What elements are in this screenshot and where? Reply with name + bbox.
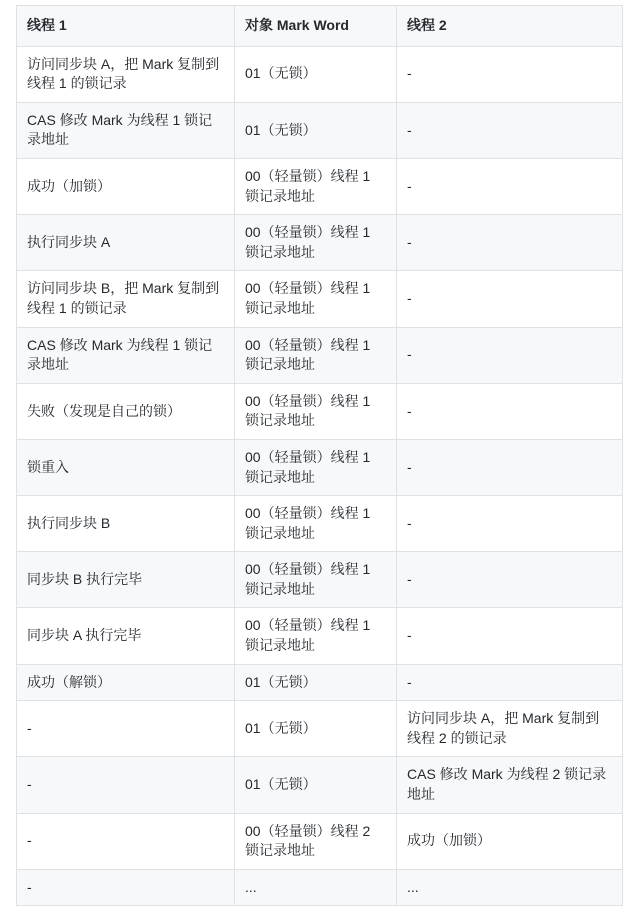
cell-thread-1: CAS 修改 Mark 为线程 1 锁记录地址 [17, 102, 235, 158]
cell-mark-word: 00（轻量锁）线程 1 锁记录地址 [235, 608, 397, 664]
cell-thread-2: - [397, 664, 623, 701]
table-row [17, 158, 623, 214]
cell-thread-1: 成功（加锁） [17, 158, 235, 214]
cell-thread-1: - [17, 757, 235, 813]
table-row [17, 439, 623, 495]
cell-mark-word: 00（轻量锁）线程 1 锁记录地址 [235, 271, 397, 327]
cell-thread-1: 锁重入 [17, 439, 235, 495]
cell-thread-1: - [17, 869, 235, 906]
table-row [17, 271, 623, 327]
table-row [17, 608, 623, 664]
cell-mark-word: 00（轻量锁）线程 1 锁记录地址 [235, 552, 397, 608]
cell-thread-2: - [397, 46, 623, 102]
cell-mark-word: 01（无锁） [235, 757, 397, 813]
table-row [17, 813, 623, 869]
cell-mark-word: ... [235, 869, 397, 906]
cell-thread-2: - [397, 327, 623, 383]
cell-mark-word: 01（无锁） [235, 46, 397, 102]
table-row [17, 327, 623, 383]
cell-thread-2: 访问同步块 A，把 Mark 复制到线程 2 的锁记录 [397, 701, 623, 757]
table-row [17, 552, 623, 608]
cell-thread-1: 执行同步块 A [17, 215, 235, 271]
col-header-thread-1: 线程 1 [17, 6, 235, 47]
cell-thread-2: - [397, 383, 623, 439]
table-row [17, 102, 623, 158]
table-head [17, 6, 623, 47]
table-row [17, 757, 623, 813]
cell-thread-1: 同步块 A 执行完毕 [17, 608, 235, 664]
cell-thread-2: - [397, 271, 623, 327]
cell-thread-1: 成功（解锁） [17, 664, 235, 701]
document-page [16, 5, 622, 906]
cell-thread-1: 访问同步块 B，把 Mark 复制到线程 1 的锁记录 [17, 271, 235, 327]
table-header-row [17, 6, 623, 47]
cell-mark-word: 01（无锁） [235, 102, 397, 158]
cell-mark-word: 01（无锁） [235, 664, 397, 701]
cell-thread-2: - [397, 158, 623, 214]
cell-thread-1: CAS 修改 Mark 为线程 1 锁记录地址 [17, 327, 235, 383]
cell-thread-1: 失败（发现是自己的锁） [17, 383, 235, 439]
cell-thread-1: 执行同步块 B [17, 496, 235, 552]
cell-thread-2: - [397, 215, 623, 271]
cell-mark-word: 00（轻量锁）线程 1 锁记录地址 [235, 496, 397, 552]
table-row [17, 701, 623, 757]
cell-mark-word: 00（轻量锁）线程 1 锁记录地址 [235, 158, 397, 214]
cell-thread-1: - [17, 813, 235, 869]
table-body [17, 46, 623, 906]
cell-mark-word: 01（无锁） [235, 701, 397, 757]
table-row [17, 496, 623, 552]
cell-mark-word: 00（轻量锁）线程 2 锁记录地址 [235, 813, 397, 869]
cell-thread-2: 成功（加锁） [397, 813, 623, 869]
table-row [17, 383, 623, 439]
cell-thread-1: 同步块 B 执行完毕 [17, 552, 235, 608]
col-header-mark-word: 对象 Mark Word [235, 6, 397, 47]
table-row [17, 664, 623, 701]
cell-thread-2: ... [397, 869, 623, 906]
cell-mark-word: 00（轻量锁）线程 1 锁记录地址 [235, 215, 397, 271]
col-header-thread-2: 线程 2 [397, 6, 623, 47]
lightweight-lock-table [16, 5, 623, 906]
cell-thread-2: - [397, 102, 623, 158]
cell-thread-2: - [397, 608, 623, 664]
cell-mark-word: 00（轻量锁）线程 1 锁记录地址 [235, 383, 397, 439]
cell-thread-2: CAS 修改 Mark 为线程 2 锁记录地址 [397, 757, 623, 813]
cell-thread-2: - [397, 439, 623, 495]
cell-mark-word: 00（轻量锁）线程 1 锁记录地址 [235, 327, 397, 383]
table-row [17, 215, 623, 271]
cell-mark-word: 00（轻量锁）线程 1 锁记录地址 [235, 439, 397, 495]
cell-thread-1: 访问同步块 A，把 Mark 复制到线程 1 的锁记录 [17, 46, 235, 102]
table-row [17, 46, 623, 102]
table-row [17, 869, 623, 906]
cell-thread-2: - [397, 496, 623, 552]
cell-thread-1: - [17, 701, 235, 757]
cell-thread-2: - [397, 552, 623, 608]
